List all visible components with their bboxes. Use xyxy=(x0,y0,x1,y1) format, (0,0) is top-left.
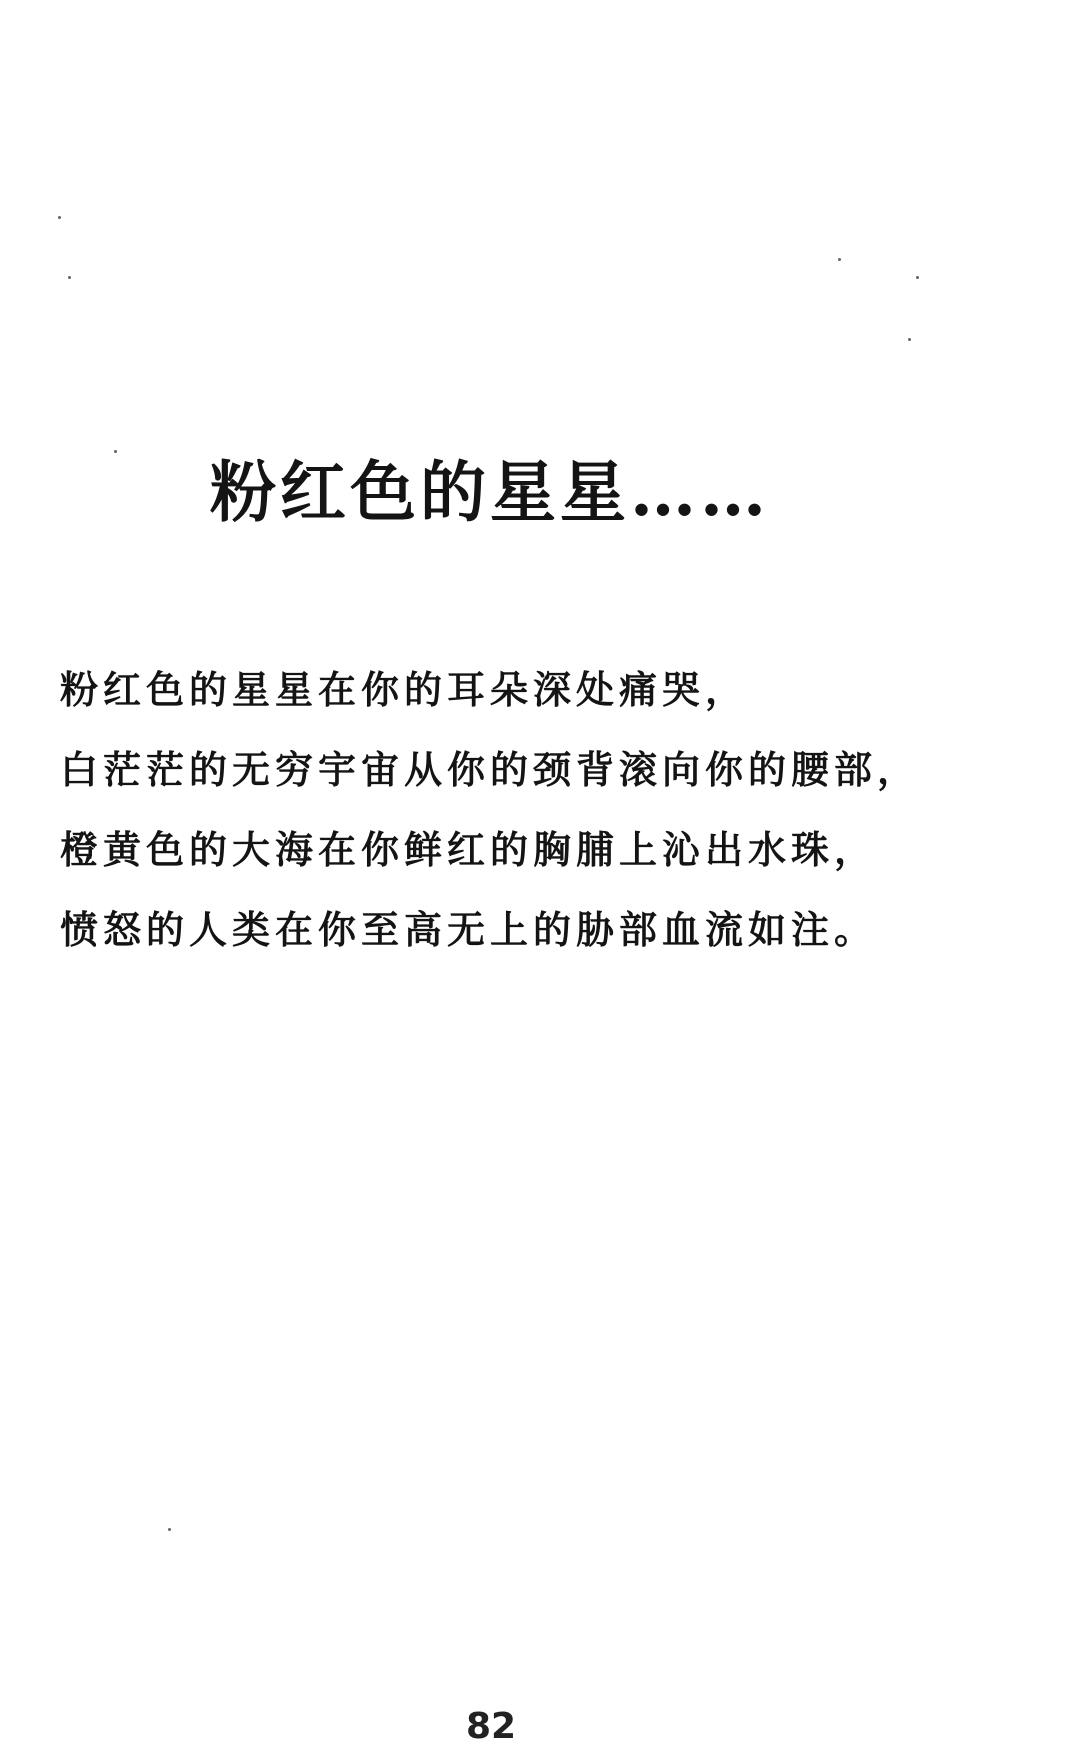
poem-line: 愤怒的人类在你至高无上的胁部血流如注。 xyxy=(60,907,878,952)
poem-line: 橙黄色的大海在你鲜红的胸脯上沁出水珠， xyxy=(60,827,878,872)
scan-speck xyxy=(916,276,919,279)
poem-body xyxy=(60,650,1020,970)
scan-speck xyxy=(58,216,61,219)
scan-speck xyxy=(908,338,911,341)
scan-speck xyxy=(68,276,71,279)
scan-speck xyxy=(168,1528,171,1531)
poem-line: 粉红色的星星在你的耳朵深处痛哭， xyxy=(60,667,749,712)
poem-title: 粉红色的星星…… xyxy=(210,453,770,531)
poem-line: 白茫茫的无穷宇宙从你的颈背滚向你的腰部， xyxy=(60,747,921,792)
page-number: 82 xyxy=(466,1706,517,1747)
scan-speck xyxy=(838,258,841,261)
